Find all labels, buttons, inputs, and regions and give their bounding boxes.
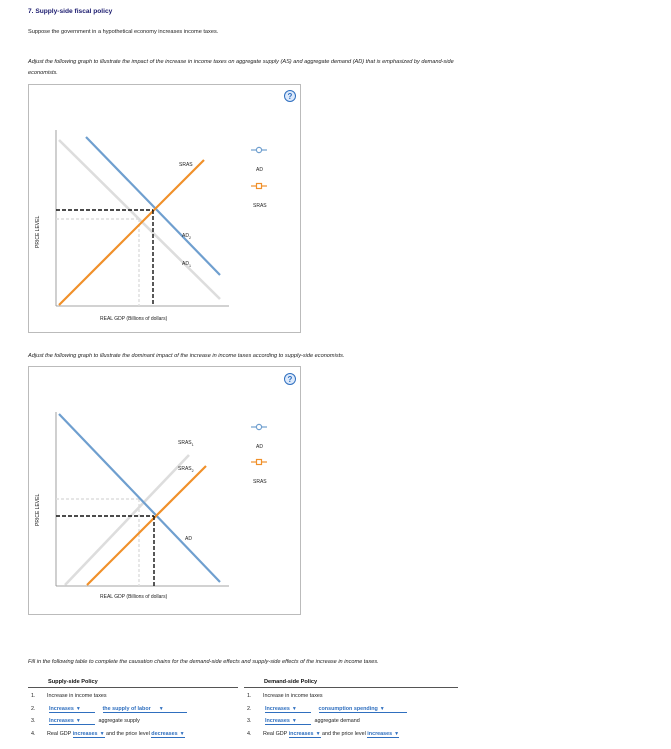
supply-row2-dropdown-2[interactable]: the supply of labor ▼	[103, 706, 187, 713]
supply-side-header: Supply-side Policy	[48, 679, 98, 685]
legend-ad-tool-handle	[256, 147, 261, 152]
x-axis-label: REAL GDP (Billions of dollars)	[100, 316, 168, 322]
graph-demand-side[interactable]	[29, 85, 300, 332]
supply-header-rule	[28, 687, 238, 688]
demand-row4-dropdown-1[interactable]: increases ▼	[288, 731, 321, 737]
supply-row-1: 1. Increase in income taxes	[31, 693, 107, 699]
demand-row2-dropdown-1[interactable]: Increases ▼	[265, 706, 311, 713]
legend-sras-tool-handle	[257, 184, 262, 189]
demand-row3-dropdown[interactable]: Increases ▼	[265, 718, 311, 725]
legend-ad-label: AD	[256, 167, 263, 173]
graph2-curve-label-sras1: $SRAS_1$	[178, 440, 194, 447]
instruction-supply-side: Adjust the following graph to illustrate the dominant impact of the increase in income taxes according to supply-side economists.	[28, 353, 345, 359]
supply-row4-dropdown-1[interactable]: increases ▼	[72, 731, 105, 737]
graph1-curve-label-sras: SRAS	[179, 162, 193, 168]
graph-panel-demand-side	[28, 84, 301, 333]
legend-sras-tool-handle	[257, 460, 262, 465]
graph-panel-supply-side	[28, 366, 301, 615]
help-icon[interactable]: ?	[284, 373, 296, 385]
supply-row2-dropdown-1[interactable]: Increases ▼	[49, 706, 95, 713]
graph-supply-side[interactable]	[29, 367, 300, 614]
supply-row-4: 4. Real GDP increases ▼ and the price level decreases ▼	[31, 731, 185, 737]
legend-sras-label: SRAS	[253, 203, 267, 209]
y-axis-label: PRICE LEVEL	[35, 493, 41, 526]
demand-row4-dropdown-2[interactable]: increases ▼	[367, 731, 400, 737]
demand-row2-dropdown-2[interactable]: consumption spending ▼	[319, 706, 407, 713]
legend-sras-label: SRAS	[253, 479, 267, 485]
question-intro: Suppose the government in a hypothetical economy increases income taxes.	[28, 29, 219, 35]
demand-row-1: 1. Increase in income taxes	[247, 693, 323, 699]
supply-row3-dropdown[interactable]: Increases ▼	[49, 718, 95, 725]
graph1-curve-label-ad2: $AD_2$	[182, 233, 191, 240]
instruction-table: Fill in the following table to complete the causation chains for the demand-side effects and supply-side effects of the increase in income taxes.	[28, 659, 379, 665]
graph2-curve-label-ad: AD	[185, 536, 192, 542]
x-axis-label: REAL GDP (Billions of dollars)	[100, 594, 168, 600]
legend-ad-label: AD	[256, 444, 263, 450]
graph2-curve-label-sras2: $SRAS_2$	[178, 466, 194, 473]
question-title: 7. Supply-side fiscal policy	[28, 8, 113, 15]
sras1-ghost-curve	[65, 455, 189, 585]
instruction-demand-side: Adjust the following graph to illustrate the impact of the increase in income taxes on aggregate supply (AS) and aggregate demand (AD) that is emphasized by demand-side economists.	[28, 59, 454, 76]
demand-row-2: 2. Increases ▼ consumption spending ▼	[247, 706, 407, 713]
y-axis-label: PRICE LEVEL	[35, 215, 41, 248]
demand-row-4: 4. Real GDP increases ▼ and the price level increases ▼	[247, 731, 400, 737]
supply-row-3: 3. Increases ▼ aggregate supply	[31, 718, 140, 724]
graph1-curve-label-ad1: $AD_1$	[182, 261, 191, 268]
legend-ad-tool-handle	[256, 424, 261, 429]
supply-row4-dropdown-2[interactable]: decreases ▼	[151, 731, 185, 737]
demand-side-header: Demand-side Policy	[264, 679, 318, 685]
demand-header-rule	[244, 687, 458, 688]
demand-row-3: 3. Increases ▼ aggregate demand	[247, 718, 360, 724]
sras2-curve	[87, 466, 206, 585]
help-icon[interactable]: ?	[284, 90, 296, 102]
supply-row-2: 2. Increases ▼ the supply of labor ▼	[31, 706, 187, 713]
